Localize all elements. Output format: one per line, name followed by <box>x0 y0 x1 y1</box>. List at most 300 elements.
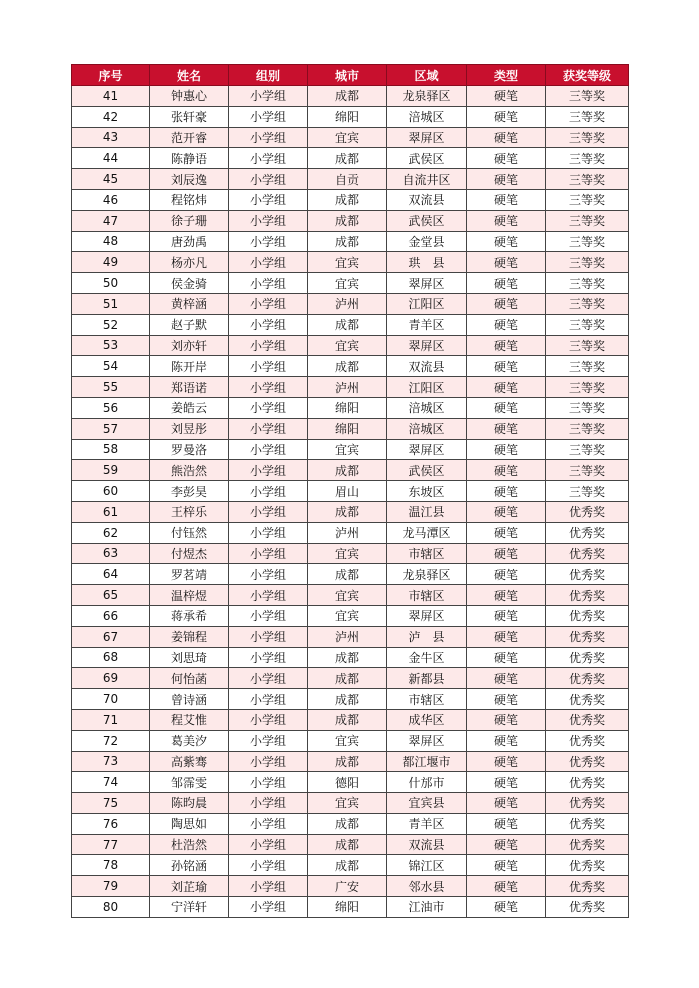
cell-city: 成都 <box>308 689 387 710</box>
cell-group: 小学组 <box>229 86 308 107</box>
cell-city: 绵阳 <box>308 418 387 439</box>
cell-district: 锦江区 <box>387 855 467 876</box>
cell-award-level: 优秀奖 <box>546 813 629 834</box>
cell-group: 小学组 <box>229 148 308 169</box>
cell-index: 47 <box>72 210 150 231</box>
cell-group: 小学组 <box>229 564 308 585</box>
cell-name: 高紫骞 <box>150 751 229 772</box>
cell-name: 刘辰逸 <box>150 169 229 190</box>
cell-group: 小学组 <box>229 585 308 606</box>
cell-city: 成都 <box>308 668 387 689</box>
table-row <box>72 564 629 585</box>
table-row <box>72 252 629 273</box>
cell-name: 葛美汐 <box>150 730 229 751</box>
cell-name: 蒋承希 <box>150 605 229 626</box>
cell-index: 74 <box>72 772 150 793</box>
cell-award-level: 优秀奖 <box>546 855 629 876</box>
table-row <box>72 439 629 460</box>
cell-district: 成华区 <box>387 709 467 730</box>
cell-city: 宜宾 <box>308 793 387 814</box>
cell-city: 自贡 <box>308 169 387 190</box>
cell-type: 硬笔 <box>467 626 546 647</box>
table-row <box>72 86 629 107</box>
cell-district: 金牛区 <box>387 647 467 668</box>
cell-name: 唐劲禹 <box>150 231 229 252</box>
cell-city: 绵阳 <box>308 897 387 918</box>
cell-award-level: 三等奖 <box>546 356 629 377</box>
cell-type: 硬笔 <box>467 834 546 855</box>
table-row <box>72 522 629 543</box>
cell-district: 什邡市 <box>387 772 467 793</box>
cell-award-level: 三等奖 <box>546 314 629 335</box>
table-row <box>72 834 629 855</box>
cell-district: 江油市 <box>387 897 467 918</box>
table-row <box>72 647 629 668</box>
table-row <box>72 460 629 481</box>
cell-index: 56 <box>72 397 150 418</box>
cell-group: 小学组 <box>229 813 308 834</box>
cell-city: 成都 <box>308 709 387 730</box>
cell-city: 宜宾 <box>308 605 387 626</box>
cell-city: 成都 <box>308 314 387 335</box>
award-list-sheet <box>71 64 628 918</box>
cell-type: 硬笔 <box>467 127 546 148</box>
cell-district: 涪城区 <box>387 418 467 439</box>
cell-city: 成都 <box>308 148 387 169</box>
cell-name: 宁洋轩 <box>150 897 229 918</box>
cell-index: 50 <box>72 273 150 294</box>
cell-district: 翠屏区 <box>387 605 467 626</box>
table-row <box>72 501 629 522</box>
cell-city: 宜宾 <box>308 335 387 356</box>
table-row <box>72 543 629 564</box>
cell-district: 新都县 <box>387 668 467 689</box>
cell-district: 龙马潭区 <box>387 522 467 543</box>
cell-group: 小学组 <box>229 377 308 398</box>
table-row <box>72 397 629 418</box>
cell-city: 宜宾 <box>308 439 387 460</box>
cell-name: 邹霈雯 <box>150 772 229 793</box>
cell-type: 硬笔 <box>467 314 546 335</box>
cell-district: 邻水县 <box>387 876 467 897</box>
table-row <box>72 793 629 814</box>
cell-type: 硬笔 <box>467 86 546 107</box>
cell-city: 泸州 <box>308 626 387 647</box>
cell-district: 温江县 <box>387 501 467 522</box>
cell-index: 46 <box>72 189 150 210</box>
cell-group: 小学组 <box>229 543 308 564</box>
cell-index: 61 <box>72 501 150 522</box>
cell-group: 小学组 <box>229 439 308 460</box>
cell-award-level: 三等奖 <box>546 231 629 252</box>
cell-city: 成都 <box>308 834 387 855</box>
cell-city: 绵阳 <box>308 397 387 418</box>
cell-type: 硬笔 <box>467 751 546 772</box>
header-row <box>72 65 629 86</box>
cell-index: 66 <box>72 605 150 626</box>
table-row <box>72 418 629 439</box>
cell-index: 70 <box>72 689 150 710</box>
cell-type: 硬笔 <box>467 813 546 834</box>
cell-city: 成都 <box>308 647 387 668</box>
cell-index: 68 <box>72 647 150 668</box>
cell-district: 珙 县 <box>387 252 467 273</box>
cell-award-level: 三等奖 <box>546 418 629 439</box>
table-row <box>72 210 629 231</box>
cell-award-level: 三等奖 <box>546 439 629 460</box>
cell-award-level: 优秀奖 <box>546 501 629 522</box>
cell-district: 武侯区 <box>387 210 467 231</box>
cell-group: 小学组 <box>229 709 308 730</box>
cell-index: 57 <box>72 418 150 439</box>
cell-type: 硬笔 <box>467 689 546 710</box>
cell-index: 75 <box>72 793 150 814</box>
cell-city: 成都 <box>308 751 387 772</box>
cell-group: 小学组 <box>229 418 308 439</box>
table-body <box>72 86 629 918</box>
cell-award-level: 三等奖 <box>546 169 629 190</box>
table-row <box>72 169 629 190</box>
cell-district: 江阳区 <box>387 293 467 314</box>
cell-award-level: 优秀奖 <box>546 689 629 710</box>
table-row <box>72 231 629 252</box>
table-row <box>72 689 629 710</box>
cell-name: 孙铭涵 <box>150 855 229 876</box>
cell-group: 小学组 <box>229 169 308 190</box>
cell-group: 小学组 <box>229 501 308 522</box>
cell-type: 硬笔 <box>467 335 546 356</box>
cell-index: 71 <box>72 709 150 730</box>
cell-name: 熊浩然 <box>150 460 229 481</box>
cell-index: 58 <box>72 439 150 460</box>
cell-city: 成都 <box>308 231 387 252</box>
cell-type: 硬笔 <box>467 793 546 814</box>
cell-type: 硬笔 <box>467 501 546 522</box>
cell-name: 罗茗靖 <box>150 564 229 585</box>
cell-city: 宜宾 <box>308 730 387 751</box>
cell-city: 宜宾 <box>308 543 387 564</box>
cell-name: 侯金骑 <box>150 273 229 294</box>
cell-district: 龙泉驿区 <box>387 564 467 585</box>
cell-name: 何怡菡 <box>150 668 229 689</box>
cell-district: 市辖区 <box>387 543 467 564</box>
cell-district: 自流井区 <box>387 169 467 190</box>
cell-group: 小学组 <box>229 626 308 647</box>
cell-type: 硬笔 <box>467 418 546 439</box>
cell-type: 硬笔 <box>467 855 546 876</box>
cell-index: 64 <box>72 564 150 585</box>
cell-index: 42 <box>72 106 150 127</box>
cell-name: 罗曼洛 <box>150 439 229 460</box>
cell-index: 77 <box>72 834 150 855</box>
cell-district: 翠屏区 <box>387 127 467 148</box>
cell-district: 市辖区 <box>387 689 467 710</box>
cell-group: 小学组 <box>229 106 308 127</box>
cell-name: 钟惠心 <box>150 86 229 107</box>
cell-award-level: 三等奖 <box>546 293 629 314</box>
table-row <box>72 751 629 772</box>
table-row <box>72 897 629 918</box>
cell-district: 双流县 <box>387 189 467 210</box>
cell-award-level: 优秀奖 <box>546 751 629 772</box>
cell-index: 63 <box>72 543 150 564</box>
cell-award-level: 三等奖 <box>546 273 629 294</box>
cell-index: 59 <box>72 460 150 481</box>
cell-award-level: 优秀奖 <box>546 876 629 897</box>
cell-index: 72 <box>72 730 150 751</box>
cell-type: 硬笔 <box>467 772 546 793</box>
cell-name: 徐子珊 <box>150 210 229 231</box>
cell-group: 小学组 <box>229 751 308 772</box>
cell-district: 东坡区 <box>387 481 467 502</box>
cell-group: 小学组 <box>229 273 308 294</box>
cell-index: 78 <box>72 855 150 876</box>
cell-award-level: 三等奖 <box>546 397 629 418</box>
cell-type: 硬笔 <box>467 106 546 127</box>
cell-group: 小学组 <box>229 293 308 314</box>
cell-type: 硬笔 <box>467 522 546 543</box>
cell-award-level: 优秀奖 <box>546 647 629 668</box>
cell-name: 付钰然 <box>150 522 229 543</box>
award-table <box>71 64 629 918</box>
cell-group: 小学组 <box>229 127 308 148</box>
cell-award-level: 优秀奖 <box>546 793 629 814</box>
cell-type: 硬笔 <box>467 377 546 398</box>
cell-name: 王梓乐 <box>150 501 229 522</box>
cell-index: 67 <box>72 626 150 647</box>
cell-district: 翠屏区 <box>387 439 467 460</box>
cell-group: 小学组 <box>229 210 308 231</box>
cell-name: 陈静语 <box>150 148 229 169</box>
cell-group: 小学组 <box>229 397 308 418</box>
table-row <box>72 605 629 626</box>
cell-name: 陈开岸 <box>150 356 229 377</box>
cell-type: 硬笔 <box>467 356 546 377</box>
cell-district: 江阳区 <box>387 377 467 398</box>
cell-award-level: 优秀奖 <box>546 605 629 626</box>
cell-award-level: 三等奖 <box>546 335 629 356</box>
cell-name: 范开睿 <box>150 127 229 148</box>
cell-name: 刘思琦 <box>150 647 229 668</box>
cell-group: 小学组 <box>229 252 308 273</box>
cell-group: 小学组 <box>229 481 308 502</box>
cell-district: 青羊区 <box>387 314 467 335</box>
cell-group: 小学组 <box>229 730 308 751</box>
cell-type: 硬笔 <box>467 876 546 897</box>
cell-district: 涪城区 <box>387 106 467 127</box>
cell-city: 绵阳 <box>308 106 387 127</box>
cell-name: 程铭炜 <box>150 189 229 210</box>
cell-city: 成都 <box>308 564 387 585</box>
cell-group: 小学组 <box>229 314 308 335</box>
cell-index: 44 <box>72 148 150 169</box>
cell-name: 陶思如 <box>150 813 229 834</box>
cell-name: 温梓煜 <box>150 585 229 606</box>
table-row <box>72 314 629 335</box>
cell-type: 硬笔 <box>467 668 546 689</box>
cell-district: 涪城区 <box>387 397 467 418</box>
cell-type: 硬笔 <box>467 169 546 190</box>
cell-award-level: 优秀奖 <box>546 522 629 543</box>
cell-name: 姜皓云 <box>150 397 229 418</box>
cell-name: 杨亦凡 <box>150 252 229 273</box>
header-city: 城市 <box>308 65 387 86</box>
cell-award-level: 三等奖 <box>546 189 629 210</box>
cell-index: 55 <box>72 377 150 398</box>
cell-index: 53 <box>72 335 150 356</box>
cell-group: 小学组 <box>229 834 308 855</box>
cell-type: 硬笔 <box>467 397 546 418</box>
cell-type: 硬笔 <box>467 148 546 169</box>
cell-name: 刘昱彤 <box>150 418 229 439</box>
cell-district: 翠屏区 <box>387 273 467 294</box>
cell-group: 小学组 <box>229 689 308 710</box>
cell-name: 姜锦程 <box>150 626 229 647</box>
table-row <box>72 855 629 876</box>
table-row <box>72 585 629 606</box>
cell-index: 52 <box>72 314 150 335</box>
cell-city: 成都 <box>308 86 387 107</box>
cell-index: 49 <box>72 252 150 273</box>
cell-group: 小学组 <box>229 522 308 543</box>
cell-name: 曾诗涵 <box>150 689 229 710</box>
cell-district: 翠屏区 <box>387 335 467 356</box>
cell-award-level: 三等奖 <box>546 106 629 127</box>
table-row <box>72 335 629 356</box>
cell-index: 62 <box>72 522 150 543</box>
table-row <box>72 876 629 897</box>
cell-city: 宜宾 <box>308 127 387 148</box>
cell-award-level: 优秀奖 <box>546 709 629 730</box>
cell-award-level: 优秀奖 <box>546 585 629 606</box>
cell-index: 54 <box>72 356 150 377</box>
cell-group: 小学组 <box>229 897 308 918</box>
cell-group: 小学组 <box>229 668 308 689</box>
cell-city: 成都 <box>308 460 387 481</box>
cell-type: 硬笔 <box>467 585 546 606</box>
cell-name: 刘芷瑜 <box>150 876 229 897</box>
cell-award-level: 优秀奖 <box>546 543 629 564</box>
cell-award-level: 三等奖 <box>546 252 629 273</box>
cell-city: 泸州 <box>308 377 387 398</box>
header-index: 序号 <box>72 65 150 86</box>
cell-type: 硬笔 <box>467 709 546 730</box>
table-row <box>72 709 629 730</box>
header-award-level: 获奖等级 <box>546 65 629 86</box>
table-row <box>72 730 629 751</box>
cell-award-level: 优秀奖 <box>546 668 629 689</box>
cell-name: 程艾惟 <box>150 709 229 730</box>
cell-city: 成都 <box>308 501 387 522</box>
cell-type: 硬笔 <box>467 293 546 314</box>
cell-type: 硬笔 <box>467 543 546 564</box>
cell-index: 79 <box>72 876 150 897</box>
cell-district: 双流县 <box>387 834 467 855</box>
cell-type: 硬笔 <box>467 605 546 626</box>
cell-city: 广安 <box>308 876 387 897</box>
cell-type: 硬笔 <box>467 210 546 231</box>
cell-index: 80 <box>72 897 150 918</box>
cell-index: 51 <box>72 293 150 314</box>
cell-group: 小学组 <box>229 855 308 876</box>
cell-award-level: 优秀奖 <box>546 564 629 585</box>
header-group: 组别 <box>229 65 308 86</box>
cell-district: 都江堰市 <box>387 751 467 772</box>
header-district: 区域 <box>387 65 467 86</box>
cell-type: 硬笔 <box>467 647 546 668</box>
cell-index: 60 <box>72 481 150 502</box>
cell-award-level: 优秀奖 <box>546 772 629 793</box>
cell-award-level: 三等奖 <box>546 481 629 502</box>
cell-name: 郑语诺 <box>150 377 229 398</box>
cell-type: 硬笔 <box>467 231 546 252</box>
cell-name: 张轩豪 <box>150 106 229 127</box>
header-type: 类型 <box>467 65 546 86</box>
cell-award-level: 三等奖 <box>546 127 629 148</box>
cell-city: 眉山 <box>308 481 387 502</box>
cell-index: 48 <box>72 231 150 252</box>
cell-index: 45 <box>72 169 150 190</box>
header-name: 姓名 <box>150 65 229 86</box>
cell-type: 硬笔 <box>467 252 546 273</box>
cell-district: 龙泉驿区 <box>387 86 467 107</box>
cell-award-level: 三等奖 <box>546 86 629 107</box>
cell-name: 刘亦轩 <box>150 335 229 356</box>
table-row <box>72 106 629 127</box>
cell-group: 小学组 <box>229 876 308 897</box>
table-row <box>72 377 629 398</box>
table-row <box>72 813 629 834</box>
cell-type: 硬笔 <box>467 730 546 751</box>
cell-name: 赵子默 <box>150 314 229 335</box>
cell-type: 硬笔 <box>467 897 546 918</box>
cell-type: 硬笔 <box>467 439 546 460</box>
cell-city: 泸州 <box>308 293 387 314</box>
cell-index: 41 <box>72 86 150 107</box>
cell-district: 双流县 <box>387 356 467 377</box>
table-row <box>72 273 629 294</box>
cell-district: 宜宾县 <box>387 793 467 814</box>
table-row <box>72 772 629 793</box>
cell-type: 硬笔 <box>467 189 546 210</box>
table-row <box>72 668 629 689</box>
cell-district: 泸 县 <box>387 626 467 647</box>
cell-group: 小学组 <box>229 647 308 668</box>
cell-index: 73 <box>72 751 150 772</box>
cell-name: 杜浩然 <box>150 834 229 855</box>
cell-award-level: 优秀奖 <box>546 730 629 751</box>
cell-group: 小学组 <box>229 335 308 356</box>
table-row <box>72 127 629 148</box>
table-row <box>72 626 629 647</box>
cell-group: 小学组 <box>229 356 308 377</box>
table-row <box>72 356 629 377</box>
cell-district: 市辖区 <box>387 585 467 606</box>
cell-award-level: 优秀奖 <box>546 897 629 918</box>
cell-type: 硬笔 <box>467 460 546 481</box>
cell-city: 成都 <box>308 356 387 377</box>
table-row <box>72 148 629 169</box>
cell-index: 69 <box>72 668 150 689</box>
cell-city: 宜宾 <box>308 273 387 294</box>
cell-city: 德阳 <box>308 772 387 793</box>
cell-city: 宜宾 <box>308 585 387 606</box>
cell-index: 65 <box>72 585 150 606</box>
cell-index: 76 <box>72 813 150 834</box>
cell-name: 黄梓涵 <box>150 293 229 314</box>
table-row <box>72 189 629 210</box>
cell-group: 小学组 <box>229 231 308 252</box>
